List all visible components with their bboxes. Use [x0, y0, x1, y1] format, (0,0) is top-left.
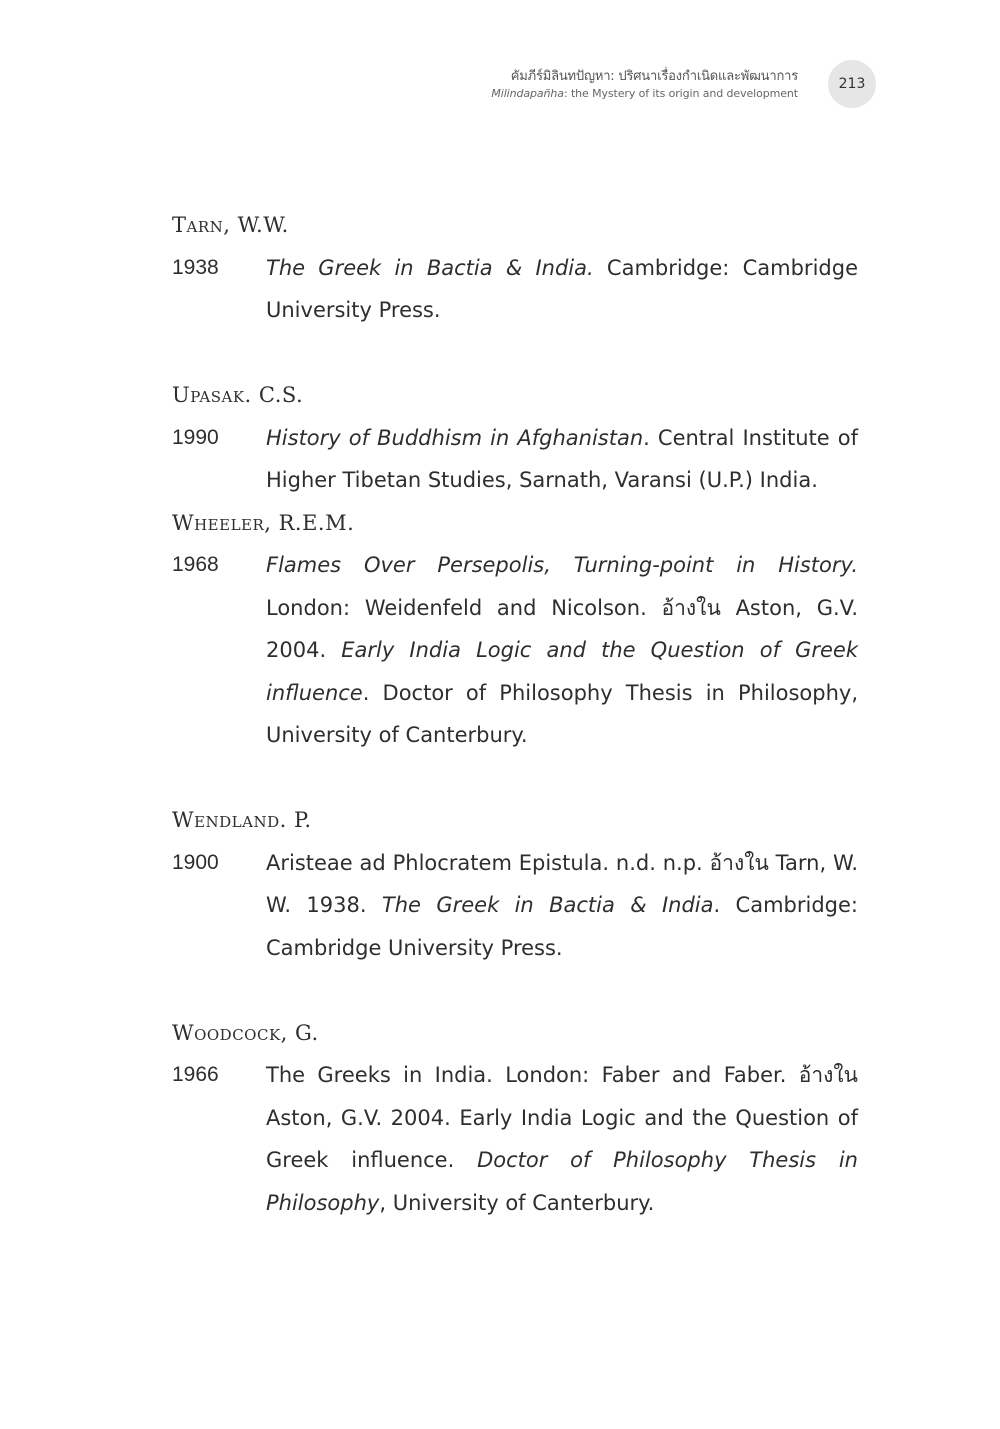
reference-year: 1968: [172, 553, 219, 576]
author-name: Woodcock, G.: [172, 1020, 319, 1045]
reference-rest: . Cambridge: Cambridge University Press.: [266, 893, 859, 960]
spacer: [172, 757, 858, 800]
reference-entry: [172, 247, 858, 332]
reference-entry: [172, 842, 858, 970]
reference-title: Doctor of Philosophy Thesis in Philosophy: [266, 1148, 858, 1215]
header-title: คัมภีร์มิลินทปัญหา: ปริศนาเรื่องกำเนิดและพัฒนาการ: [510, 69, 798, 84]
reference-entry: [172, 1054, 858, 1224]
reference-year: 1966: [172, 1063, 219, 1086]
reference-rest: Cambridge: Cambridge University Press.: [266, 255, 858, 322]
reference-text: [266, 544, 858, 757]
header-subtitle: [491, 86, 798, 101]
reference-rest: . Doctor of Philosophy Thesis in Philosophy, University of Canterbury.: [266, 680, 858, 747]
reference-text: [266, 842, 858, 970]
reference-rest: , University of Canterbury.: [379, 1190, 655, 1215]
author-name: Wheeler, R.E.M.: [172, 510, 355, 535]
bibliography: [172, 204, 858, 1224]
header-subtitle-rest: : the Mystery of its origin and development: [563, 87, 798, 100]
reference-text: [266, 1054, 858, 1224]
author-name: Tarn, W.W.: [172, 213, 289, 237]
reference-title: The Greek in Bactia & India.: [266, 255, 594, 280]
author-name: Upasak. C.S.: [172, 383, 304, 407]
reference-rest: . Central Institute of Higher Tibetan Studies, Sarnath, Varansi (U.P.) India.: [266, 425, 858, 492]
author-name: Wendland. P.: [172, 808, 312, 832]
spacer: [172, 332, 858, 375]
reference-entry: [172, 544, 858, 757]
reference-prefix: Aristeae ad Phlocratem Epistula. n.d. n.p. อ้างใน Tarn, W. W. 1938.: [266, 850, 858, 917]
reference-title: The Greek in Bactia & India: [381, 893, 714, 917]
reference-text: [266, 417, 858, 502]
reference-year: 1990: [172, 425, 219, 449]
reference-title: Flames Over Persepolis, Turning-point in History.: [266, 553, 858, 577]
reference-year: 1938: [172, 255, 219, 279]
reference-text: [266, 247, 858, 332]
reference-middle: London: Weidenfeld and Nicolson. อ้างใน Aston, G.V. 2004.: [266, 595, 858, 662]
reference-title-secondary: Early India Logic and the Question of Greek influence: [266, 638, 858, 705]
header-subtitle-italic: Milindapañha: [491, 87, 564, 100]
running-header: [491, 68, 798, 101]
reference-year: 1900: [172, 850, 219, 874]
reference-entry: [172, 417, 858, 502]
spacer: [172, 969, 858, 1012]
reference-title: History of Buddhism in Afghanistan: [266, 425, 644, 450]
page-number: 213: [828, 60, 876, 108]
reference-prefix: The Greeks in India. London: Faber and Faber. อ้างใน Aston, G.V. 2004. Early India Logic and the Question of Greek influence.: [266, 1063, 858, 1172]
